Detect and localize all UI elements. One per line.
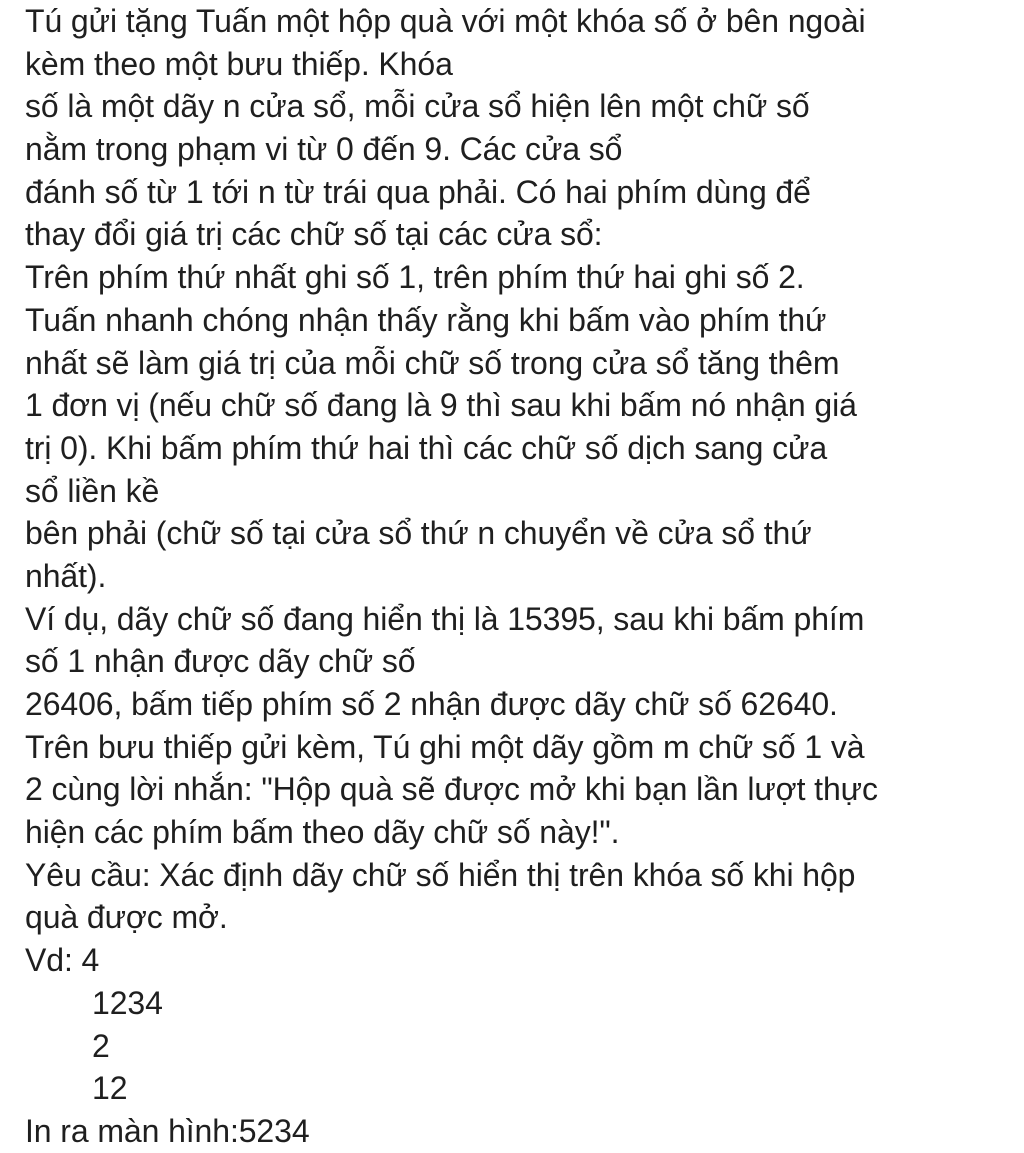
text-line: số 1 nhận được dãy chữ số (25, 643, 416, 680)
text-line: Yêu cầu: Xác định dãy chữ số hiển thị trên khóa số khi hộp (25, 856, 856, 893)
example-input-line: 1234 (92, 984, 163, 1021)
example-input-line: 2 (92, 1027, 110, 1064)
text-line: nằm trong phạm vi từ 0 đến 9. Các cửa sổ (25, 131, 623, 168)
text-line: nhất). (25, 557, 107, 594)
text-line: thay đổi giá trị các chữ số tại các cửa sổ: (25, 216, 603, 253)
text-line: 26406, bấm tiếp phím số 2 nhận được dãy chữ số 62640. (25, 686, 838, 722)
text-line: sổ liền kề (25, 472, 160, 509)
example-label: Vd: 4 (25, 942, 100, 979)
text-line: hiện các phím bấm theo dãy chữ số này!". (25, 814, 620, 851)
text-line: kèm theo một bưu thiếp. Khóa (25, 45, 453, 82)
text-line: bên phải (chữ số tại cửa sổ thứ n chuyển về cửa sổ thứ (25, 515, 812, 552)
text-line: Tú gửi tặng Tuấn một hộp quà với một khóa số ở bên ngoài (25, 3, 866, 39)
problem-text (25, 0, 1015, 1153)
text-line: 2 cùng lời nhắn: "Hộp quà sẽ được mở khi bạn lần lượt thực (25, 771, 878, 808)
text-line: 1 đơn vị (nếu chữ số đang là 9 thì sau khi bấm nó nhận giá (25, 387, 857, 424)
text-line: đánh số từ 1 tới n từ trái qua phải. Có hai phím dùng để (25, 173, 811, 210)
example-output: In ra màn hình:5234 (25, 1112, 310, 1149)
text-line: Trên phím thứ nhất ghi số 1, trên phím thứ hai ghi số 2. (25, 259, 805, 296)
text-line: trị 0). Khi bấm phím thứ hai thì các chữ số dịch sang cửa (25, 429, 828, 466)
text-line: nhất sẽ làm giá trị của mỗi chữ số trong cửa sổ tăng thêm (25, 344, 840, 381)
text-line: Tuấn nhanh chóng nhận thấy rằng khi bấm vào phím thứ (25, 301, 827, 338)
example-input-line: 12 (92, 1070, 128, 1107)
text-line: quà được mở. (25, 899, 228, 936)
text-line: số là một dãy n cửa sổ, mỗi cửa sổ hiện lên một chữ số (25, 88, 810, 125)
text-line: Trên bưu thiếp gửi kèm, Tú ghi một dãy gồm m chữ số 1 và (25, 728, 865, 765)
text-line: Ví dụ, dãy chữ số đang hiển thị là 15395, sau khi bấm phím (25, 600, 865, 637)
